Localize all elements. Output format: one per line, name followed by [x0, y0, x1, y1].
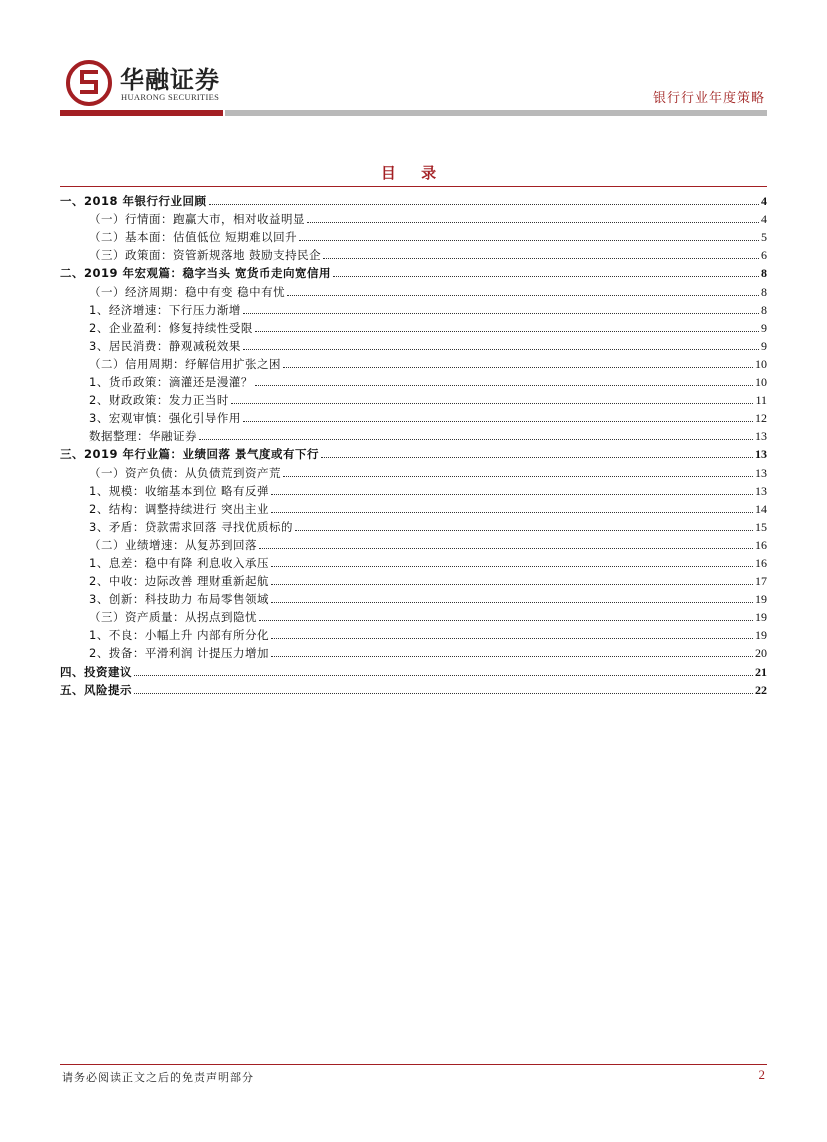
toc-entry-page: 13 [755, 429, 767, 444]
report-type: 银行行业年度策略 [652, 91, 765, 106]
toc-entry[interactable] [60, 498, 767, 516]
toc-entry[interactable] [60, 317, 767, 335]
toc-leader-dots [209, 203, 759, 205]
toc-entry[interactable] [60, 389, 767, 407]
toc-leader-dots [231, 402, 754, 404]
toc-entry-title: 1、不良：小幅上升 内部有所分化 [89, 628, 269, 643]
toc-leader-dots [283, 366, 753, 368]
toc-entry-title: 三、2019 年行业篇：业绩回落 景气度或有下行 [60, 447, 320, 462]
toc-entry-page: 13 [755, 447, 767, 462]
toc-entry[interactable] [60, 534, 767, 552]
page-header [0, 0, 827, 120]
toc-entry[interactable] [60, 606, 767, 624]
toc-entry-title: 一、2018 年银行行业回顾 [60, 194, 207, 209]
toc-entry-page: 11 [755, 393, 767, 408]
toc-entry-page: 10 [755, 375, 767, 390]
toc-entry-title: 2、财政政策：发力正当时 [89, 393, 229, 408]
toc-leader-dots [321, 456, 753, 458]
toc-leader-dots [307, 221, 759, 223]
toc-entry[interactable] [60, 280, 767, 298]
toc-entry[interactable] [60, 624, 767, 642]
toc-entry[interactable] [60, 443, 767, 461]
toc-entry[interactable] [60, 516, 767, 534]
toc-entry-title: （二）信用周期：纾解信用扩张之困 [89, 356, 281, 371]
toc-leader-dots [259, 547, 753, 549]
toc-title-rule [60, 186, 767, 187]
toc-leader-dots [271, 493, 753, 495]
brand-name-en: HUARONG SECURITIES [121, 92, 220, 102]
toc-entry-page: 4 [761, 212, 767, 227]
toc-entry-page: 16 [755, 537, 767, 552]
toc-leader-dots [255, 330, 759, 332]
toc-leader-dots [271, 511, 753, 513]
toc-leader-dots [271, 583, 753, 585]
toc-entry-page: 12 [755, 411, 767, 426]
toc-entry-title: 3、矛盾：贷款需求回落 寻找优质标的 [89, 519, 293, 534]
toc-leader-dots [199, 438, 753, 440]
toc-entry[interactable] [60, 425, 767, 443]
toc-title: 目 录 [380, 164, 447, 182]
toc-leader-dots [243, 348, 759, 350]
toc-leader-dots [271, 601, 753, 603]
toc-entry-page: 5 [761, 230, 767, 245]
toc-leader-dots [299, 239, 759, 241]
toc-entry-title: （一）资产负债：从负债荒到资产荒 [89, 465, 281, 480]
toc-entry[interactable] [60, 480, 767, 498]
toc-entry-page: 22 [755, 682, 767, 697]
toc-entry[interactable] [60, 679, 767, 697]
toc-entry-page: 9 [761, 338, 767, 353]
toc-entry[interactable] [60, 262, 767, 280]
toc-entry[interactable] [60, 190, 767, 208]
toc-entry[interactable] [60, 371, 767, 389]
toc-leader-dots [243, 312, 759, 314]
toc-entry-page: 17 [755, 574, 767, 589]
toc-leader-dots [243, 420, 753, 422]
table-of-contents [60, 190, 767, 697]
toc-entry-title: （三）政策面：资管新规落地 鼓励支持民企 [89, 248, 322, 263]
toc-entry[interactable] [60, 461, 767, 479]
toc-entry-title: 2、企业盈利：修复持续性受限 [89, 320, 253, 335]
toc-entry-title: 二、2019 年宏观篇：稳字当头 宽货币走向宽信用 [60, 266, 332, 281]
toc-entry-page: 10 [755, 356, 767, 371]
toc-entry-page: 20 [755, 646, 767, 661]
footer-disclaimer: 请务必阅读正文之后的免责声明部分 [62, 1071, 254, 1084]
toc-entry-title: 3、居民消费：静观减税效果 [89, 338, 241, 353]
toc-entry[interactable] [60, 588, 767, 606]
toc-entry-page: 14 [755, 501, 767, 516]
toc-entry-title: 四、投资建议 [60, 664, 132, 679]
toc-entry-title: 1、息差：稳中有降 利息收入承压 [89, 555, 269, 570]
brand-name-cn: 华融证券 [120, 66, 220, 94]
toc-entry-page: 8 [761, 284, 767, 299]
toc-leader-dots [255, 384, 753, 386]
toc-entry[interactable] [60, 208, 767, 226]
toc-entry[interactable] [60, 570, 767, 588]
toc-entry-page: 19 [755, 628, 767, 643]
toc-leader-dots [134, 692, 753, 694]
toc-leader-dots [283, 475, 753, 477]
toc-entry-page: 13 [755, 483, 767, 498]
toc-entry-page: 6 [761, 248, 767, 263]
toc-entry-title: 2、中收：边际改善 理财重新起航 [89, 574, 269, 589]
toc-leader-dots [287, 294, 759, 296]
toc-leader-dots [333, 275, 759, 277]
toc-entry-page: 8 [761, 266, 767, 281]
toc-entry-title: （一）行情面：跑赢大市，相对收益明显 [89, 212, 305, 227]
toc-entry[interactable] [60, 335, 767, 353]
toc-entry-page: 13 [755, 465, 767, 480]
toc-entry-title: 1、经济增速：下行压力渐增 [89, 302, 241, 317]
toc-entry[interactable] [60, 552, 767, 570]
toc-leader-dots [323, 257, 759, 259]
toc-entry-page: 9 [761, 320, 767, 335]
header-bar-accent [60, 110, 223, 116]
toc-entry-page: 4 [761, 194, 767, 209]
huarong-logo-icon [66, 60, 112, 106]
toc-entry-title: （一）经济周期：稳中有变 稳中有忧 [89, 284, 286, 299]
toc-entry-page: 21 [755, 664, 767, 679]
toc-entry-title: 3、创新：科技助力 布局零售领域 [89, 592, 269, 607]
toc-entry[interactable] [60, 642, 767, 660]
toc-entry[interactable] [60, 299, 767, 317]
toc-entry-title: （二）业绩增速：从复苏到回落 [89, 537, 257, 552]
toc-entry-title: 2、结构：调整持续进行 突出主业 [89, 501, 269, 516]
toc-entry-title: 3、宏观审慎：强化引导作用 [89, 411, 241, 426]
toc-leader-dots [271, 565, 753, 567]
toc-entry-page: 19 [755, 592, 767, 607]
toc-entry-title: （三）资产质量：从拐点到隐忧 [89, 610, 257, 625]
header-bar-divider [225, 110, 767, 116]
toc-leader-dots [271, 655, 753, 657]
toc-leader-dots [259, 619, 753, 621]
toc-entry[interactable] [60, 353, 767, 371]
toc-entry[interactable] [60, 660, 767, 678]
toc-leader-dots [134, 674, 753, 676]
toc-entry-page: 19 [755, 610, 767, 625]
toc-entry[interactable] [60, 407, 767, 425]
footer-page-number: 2 [758, 1067, 765, 1082]
toc-entry[interactable] [60, 226, 767, 244]
toc-leader-dots [295, 529, 753, 531]
toc-entry-page: 15 [755, 519, 767, 534]
footer-rule [60, 1064, 767, 1065]
toc-entry[interactable] [60, 244, 767, 262]
toc-entry-title: 2、拨备：平滑利润 计提压力增加 [89, 646, 269, 661]
toc-entry-page: 8 [761, 302, 767, 317]
toc-entry-title: 数据整理：华融证券 [89, 429, 197, 444]
toc-entry-title: 1、货币政策：滴灌还是漫灌？ [89, 375, 253, 390]
toc-leader-dots [271, 637, 753, 639]
toc-entry-title: （二）基本面：估值低位 短期难以回升 [89, 230, 298, 245]
toc-entry-title: 1、规模：收缩基本到位 略有反弹 [89, 483, 269, 498]
toc-entry-title: 五、风险提示 [60, 682, 132, 697]
toc-entry-page: 16 [755, 555, 767, 570]
